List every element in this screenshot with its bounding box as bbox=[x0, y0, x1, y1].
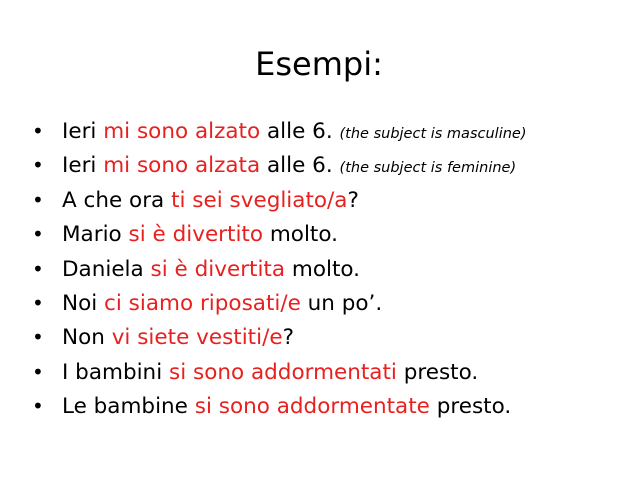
bullet-item bbox=[32, 148, 632, 182]
bullet-marker: • bbox=[32, 325, 44, 350]
bullet-marker: • bbox=[32, 394, 44, 419]
reflexive-verb-highlight: si è divertito bbox=[128, 222, 264, 248]
example-text: Ieri bbox=[62, 153, 104, 179]
bullet-text bbox=[62, 218, 338, 252]
example-text: Mario bbox=[62, 222, 129, 248]
example-text: Noi bbox=[62, 290, 105, 316]
example-text: ? bbox=[347, 187, 359, 213]
reflexive-verb-highlight: mi sono alzato bbox=[103, 119, 261, 144]
bullet-item bbox=[32, 183, 632, 217]
bullet-list bbox=[32, 114, 632, 424]
reflexive-verb-highlight: ti sei svegliato/a bbox=[171, 187, 348, 213]
example-text: Daniela bbox=[62, 256, 151, 282]
bullet-text bbox=[62, 184, 359, 218]
bullet-marker: • bbox=[32, 290, 44, 315]
bullet-text bbox=[62, 356, 478, 390]
bullet-marker: • bbox=[32, 359, 44, 384]
bullet-marker: • bbox=[32, 119, 44, 143]
slide-title: Esempi: bbox=[255, 45, 383, 83]
example-text: molto. bbox=[263, 222, 338, 248]
bullet-item bbox=[32, 355, 632, 389]
grammar-note: (the subject is feminine) bbox=[339, 160, 517, 177]
bullet-marker: • bbox=[32, 256, 44, 281]
bullet-marker: • bbox=[32, 187, 44, 212]
example-text: I bambini bbox=[62, 359, 169, 385]
example-text: molto. bbox=[285, 256, 360, 282]
bullet-marker: • bbox=[32, 153, 44, 178]
example-text: Le bambine bbox=[62, 394, 195, 420]
example-text: A che ora bbox=[62, 187, 172, 213]
example-text: Non bbox=[62, 325, 112, 351]
bullet-text bbox=[62, 253, 360, 287]
example-text: alle 6. bbox=[260, 153, 340, 179]
example-text: ? bbox=[282, 325, 294, 351]
example-text: alle 6. bbox=[260, 119, 340, 144]
bullet-item bbox=[32, 114, 632, 148]
reflexive-verb-highlight: mi sono alzata bbox=[103, 153, 261, 179]
bullet-marker: • bbox=[32, 222, 44, 247]
bullet-text bbox=[62, 115, 527, 151]
bullet-item bbox=[32, 286, 632, 320]
reflexive-verb-highlight: vi siete vestiti/e bbox=[111, 325, 283, 351]
bullet-text bbox=[62, 287, 382, 321]
bullet-item bbox=[32, 320, 632, 354]
example-text: presto. bbox=[429, 394, 512, 420]
example-text: presto. bbox=[396, 359, 479, 385]
bullet-text bbox=[62, 321, 294, 355]
example-text: un po’. bbox=[300, 290, 383, 316]
reflexive-verb-highlight: si sono addormentate bbox=[194, 394, 430, 420]
bullet-item bbox=[32, 389, 632, 423]
reflexive-verb-highlight: si è divertita bbox=[150, 256, 286, 282]
bullet-text bbox=[62, 390, 511, 424]
reflexive-verb-highlight: si sono addormentati bbox=[169, 359, 397, 385]
bullet-item bbox=[32, 252, 632, 286]
reflexive-verb-highlight: ci siamo riposati/e bbox=[104, 290, 301, 316]
example-text: Ieri bbox=[62, 119, 104, 144]
bullet-item bbox=[32, 217, 632, 251]
grammar-note: (the subject is masculine) bbox=[339, 126, 527, 142]
bullet-text bbox=[62, 149, 516, 185]
